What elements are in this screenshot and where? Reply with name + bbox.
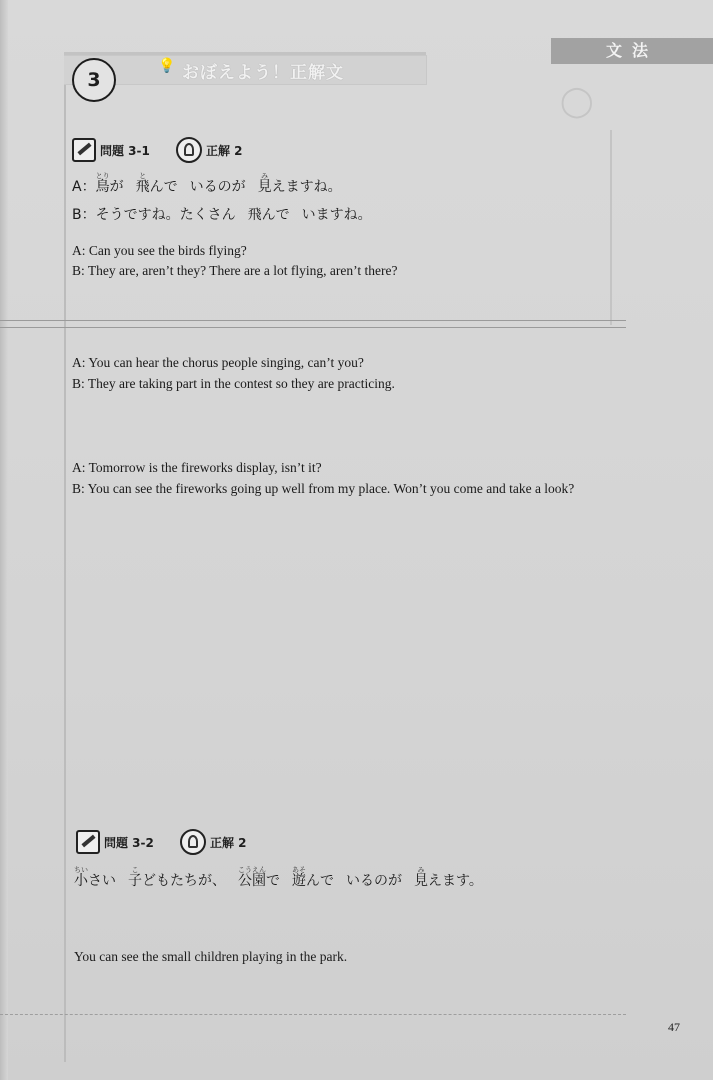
pencil-icon	[72, 138, 96, 162]
english-line-a: A: You can hear the chorus people singing, can’t you?	[72, 355, 364, 370]
question-header-1	[72, 138, 332, 162]
frame-left-border	[64, 52, 66, 1062]
question-label: 問題 3-1	[100, 144, 150, 158]
question-label: 問題 3-2	[104, 836, 154, 850]
page-number: 47	[668, 1020, 680, 1034]
lightbulb-icon	[176, 137, 202, 163]
section-divider	[0, 320, 626, 328]
answer-label: 正解 2	[210, 836, 247, 850]
japanese-line-b: B：そうですね。たくさん 飛んで いますね。	[72, 207, 372, 223]
japanese-sentence: 小ちいさい 子こどもたちが、 公園こうえんで 遊あそんで いるのが 見みえます。	[74, 866, 483, 889]
bleed-through-heading: ◯	[560, 84, 594, 119]
english-line-b: B: They are taking part in the contest so they are practicing.	[72, 376, 395, 391]
frame-right-border	[610, 130, 612, 325]
japanese-line-a: A：鳥とりが 飛とんで いるのが 見みえますね。	[72, 172, 342, 195]
section-number-badge: 3	[72, 58, 116, 102]
english-line-a: A: Can you see the birds flying?	[72, 243, 247, 258]
lightbulb-icon: 💡	[158, 58, 176, 74]
book-spine	[0, 0, 8, 1080]
category-tab: 文法	[551, 38, 713, 64]
question-header-2	[76, 830, 336, 854]
english-sentence: You can see the small children playing in the park.	[74, 949, 348, 964]
english-line-a: A: Tomorrow is the fireworks display, isn’t it?	[72, 460, 322, 475]
section-title: おぼえよう！正解文	[182, 63, 344, 83]
english-line-b: B: They are, aren’t they? There are a lot flying, aren’t there?	[72, 263, 398, 278]
answer-label: 正解 2	[206, 144, 243, 158]
footer-divider	[0, 1014, 626, 1015]
lightbulb-icon	[180, 829, 206, 855]
pencil-icon	[76, 830, 100, 854]
english-line-b: B: You can see the fireworks going up well from my place. Won’t you come and take a look?	[72, 481, 575, 496]
